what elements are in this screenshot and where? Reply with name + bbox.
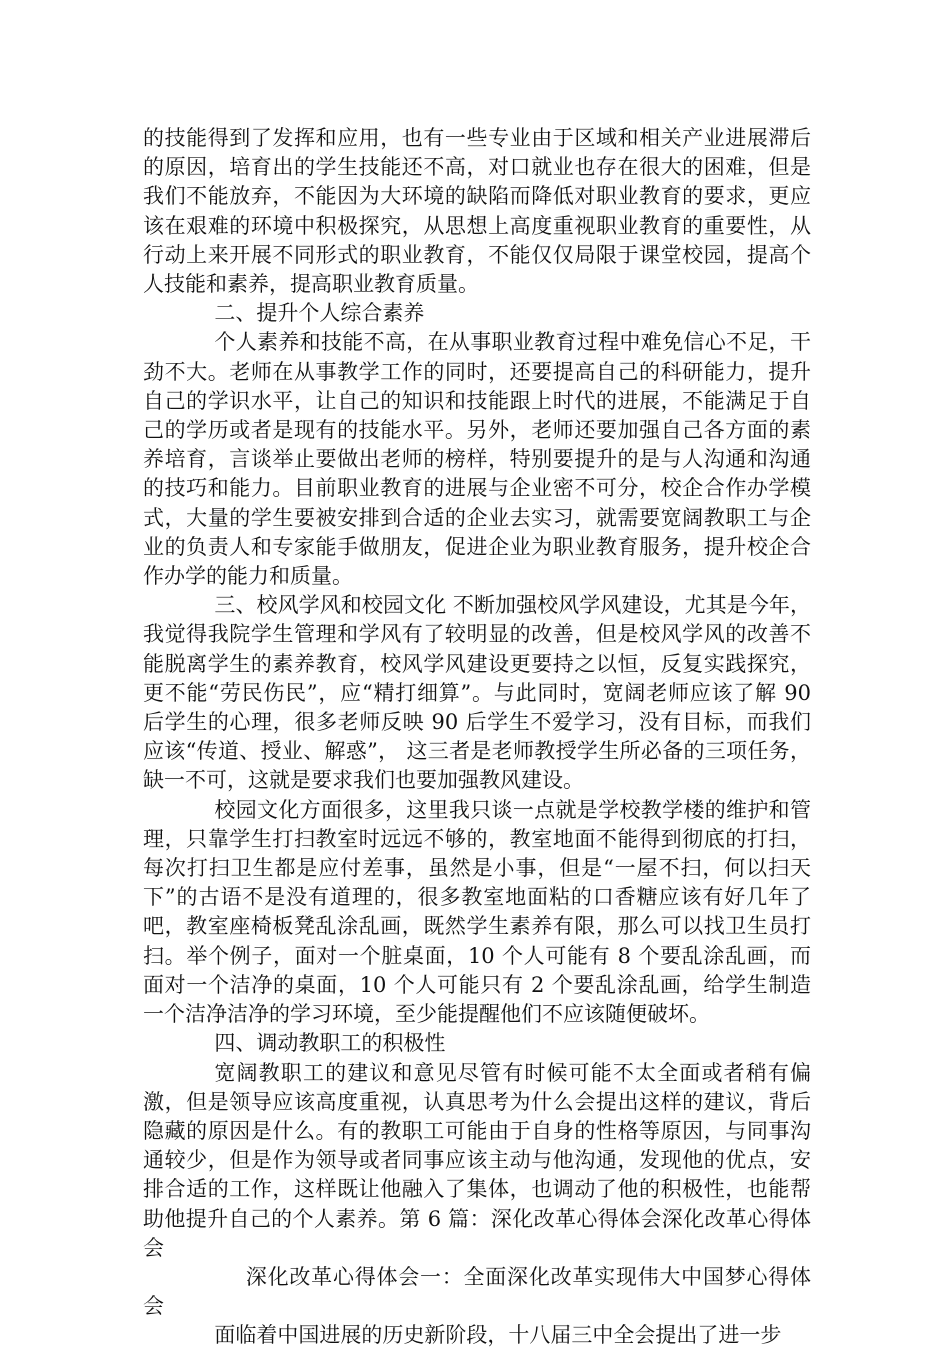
- paragraph-campus-culture: 校园文化方面很多，这里我只谈一点就是学校教学楼的维护和管理，只靠学生打扫教室时远远不够的，教室地面不能得到彻底的打扫，每次打扫卫生都是应付差事，虽然是小事，但是“一屋不扫，何以扫天下”的古语不是没有道理的，很多教室地面粘的口香糖应该有好几年了吧，教室座椅板凳乱涂乱画，既然学生素养有限，那么可以找卫生员打扫。举个例子，面对一个脏桌面，10 个人可能有 8 个要乱涂乱画，而面对一个洁净的桌面，10 个人可能只有 2 个要乱涂乱画，给学生制造一个洁净洁净的学习环境，至少能提醒他们不应该随便破坏。: [143, 797, 811, 1027]
- section-heading-2: 二、提升个人综合素养: [214, 301, 425, 326]
- section-heading-4: 四、调动教职工的积极性: [214, 1031, 446, 1056]
- paragraph-continuation: 的技能得到了发挥和应用，也有一些专业由于区域和相关产业进展滞后的原因，培育出的学生技能还不高，对口就业也存在很大的困难，但是我们不能放弃，不能因为大环境的缺陷而降低对职业教育的要求，更应该在艰难的环境中积极探究，从思想上高度重视职业教育的重要性，从行动上来开展不同形式的职业教育，不能仅仅局限于课堂校园，提高个人技能和素养，提高职业教育质量。: [143, 126, 811, 297]
- paragraph-staff-motivation: 宽阔教职工的建议和意见尽管有时候可能不太全面或者稍有偏激，但是领导应该高度重视，认真思考为什么会提出这样的建议，背后隐藏的原因是什么。有的教职工可能由于自身的性格等原因，与同事沟通较少，但是作为领导或者同事应该主动与他沟通，发现他的优点，安排合适的工作，这样既让他融入了集体，也调动了他的积极性，也能帮助他提升自己的个人素养。第 6 篇：深化改革心得体会深化改革心得体会: [143, 1060, 811, 1260]
- document-body: [143, 124, 818, 1351]
- paragraph-personal-quality: 个人素养和技能不高，在从事职业教育过程中难免信心不足，干劲不大。老师在从事教学工作的同时，还要提高自己的科研能力，提升自己的学识水平，让自己的知识和技能跟上时代的进展，不能满足于自己的学历或者是现有的技能水平。另外，老师还要加强自己各方面的素养培育，言谈举止要做出老师的榜样，特别要提升的是与人沟通和沟通的技巧和能力。目前职业教育的进展与企业密不可分，校企合作办学模式，大量的学生要被安排到合适的企业去实习，就需要宽阔教职工与企业的负责人和专家能手做朋友，促进企业为职业教育服务，提升校企合作办学的能力和质量。: [143, 330, 811, 589]
- paragraph-reform-intro: 面临着中国进展的历史新阶段，十八届三中全会提出了进一步: [214, 1323, 782, 1348]
- section-heading-3: 三、校风学风和校园文化 不断加强校风学风建设，尤其是今年，我觉得我院学生管理和学风有了较明显的改善，但是校风学风的改善不能脱离学生的素养教育，校风学风建设更要持之以恒，反复实践探究，更不能“劳民伤民”，应“精打细算”。与此同时，宽阔老师应该了解 90 后学生的心理，很多老师反映 90 后学生不爱学习，没有目标，而我们应该“传道、授业、解惑”， 这三者是老师教授学生所必备的三项任务，缺一不可，这就是要求我们也要加强教风建设。: [143, 593, 818, 793]
- article-subtitle: 深化改革心得体会一：全面深化改革实现伟大中国梦心得体会: [143, 1264, 811, 1319]
